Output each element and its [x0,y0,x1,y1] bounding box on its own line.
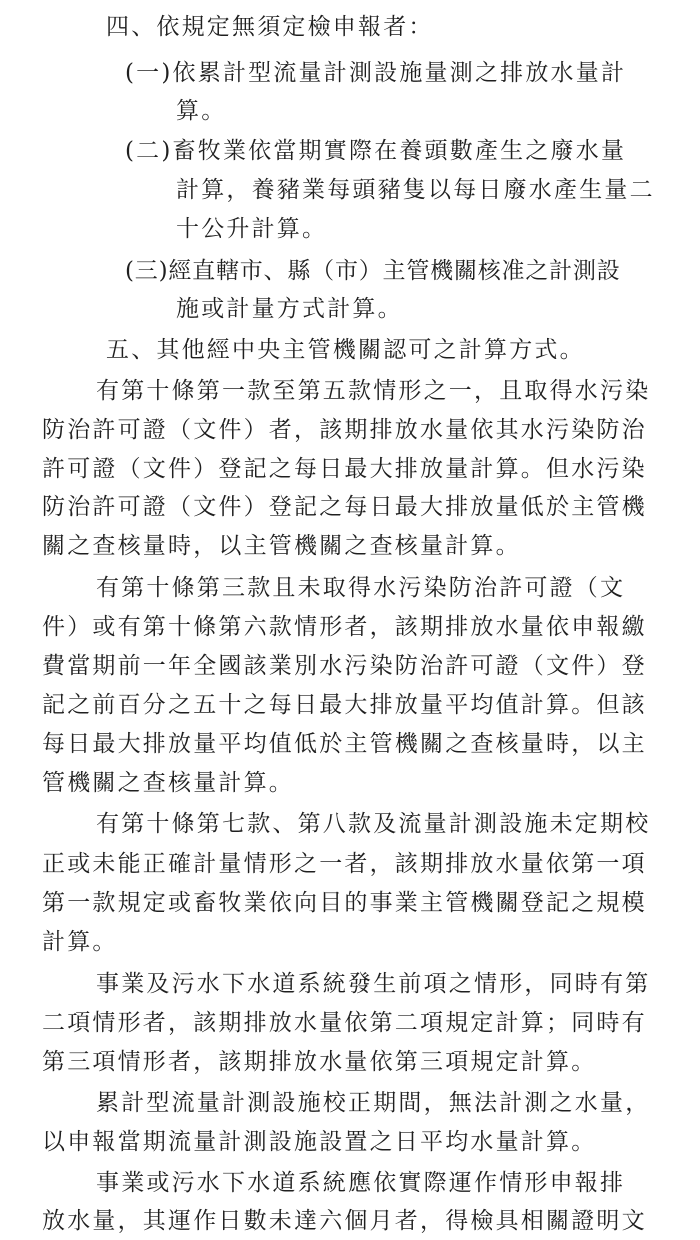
sub-item-three-line-1: (三)經直轄市、縣（市）主管機關核准之計測設 [125,258,621,284]
item-five-heading: 五、其他經中央主管機關認可之計算方式。 [106,337,585,363]
paragraph-6-line-1: 事業或污水下水道系統應依實際運作情形申報排 [96,1170,626,1196]
paragraph-1-line-2: 防治許可證（文件）者，該期排放水量依其水污染防治 [42,417,647,443]
paragraph-6-line-2: 放水量，其運作日數未達六個月者，得檢具相關證明文 [42,1208,647,1234]
sub-item-two-line-2: 計算，養豬業每頭豬隻以每日廢水產生量二 [176,177,655,203]
paragraph-3-line-3: 第一款規定或畜牧業依向目的事業主管機關登記之規模 [42,890,647,916]
sub-item-two-line-3: 十公升計算。 [176,216,328,242]
paragraph-2-line-1: 有第十條第三款且未取得水污染防治許可證（文 [96,575,626,601]
paragraph-2-line-5: 每日最大排放量平均值低於主管機關之查核量時，以主 [42,731,647,757]
paragraph-3-line-4: 計算。 [42,929,118,955]
paragraph-4-line-3: 第三項情形者，該期排放水量依第三項規定計算。 [42,1049,597,1075]
sub-item-one-line-2: 算。 [176,98,227,124]
paragraph-2-line-2: 件）或有第十條第六款情形者，該期排放水量依申報繳 [42,614,647,640]
paragraph-4-line-2: 二項情形者，該期排放水量依第二項規定計算；同時有 [42,1010,647,1036]
paragraph-2-line-6: 管機關之查核量計算。 [42,770,294,796]
paragraph-3-line-1: 有第十條第七款、第八款及流量計測設施未定期校 [96,811,651,837]
paragraph-1-line-3: 許可證（文件）登記之每日最大排放量計算。但水污染 [42,456,647,482]
paragraph-1-line-1: 有第十條第一款至第五款情形之一，且取得水污染 [96,378,651,404]
paragraph-4-line-1: 事業及污水下水道系統發生前項之情形，同時有第 [96,971,651,997]
paragraph-5-line-2: 以申報當期流量計測設施設置之日平均水量計算。 [42,1129,597,1155]
sub-item-one-line-1: (一)依累計型流量計測設施量測之排放水量計 [125,60,627,86]
paragraph-5-line-1: 累計型流量計測設施校正期間，無法計測之水量， [96,1090,651,1116]
item-four-heading: 四、依規定無須定檢申報者： [106,14,434,40]
paragraph-1-line-4: 防治許可證（文件）登記之每日最大排放量低於主管機 [42,494,647,520]
sub-item-three-line-2: 施或計量方式計算。 [176,296,403,322]
paragraph-1-line-5: 關之查核量時，以主管機關之查核量計算。 [42,533,521,559]
paragraph-2-line-3: 費當期前一年全國該業別水污染防治許可證（文件）登 [42,653,647,679]
paragraph-3-line-2: 正或未能正確計量情形之一者，該期排放水量依第一項 [42,851,647,877]
sub-item-two-line-1: (二)畜牧業依當期實際在養頭數產生之廢水量 [125,138,627,164]
paragraph-2-line-4: 記之前百分之五十之每日最大排放量平均值計算。但該 [42,692,647,718]
